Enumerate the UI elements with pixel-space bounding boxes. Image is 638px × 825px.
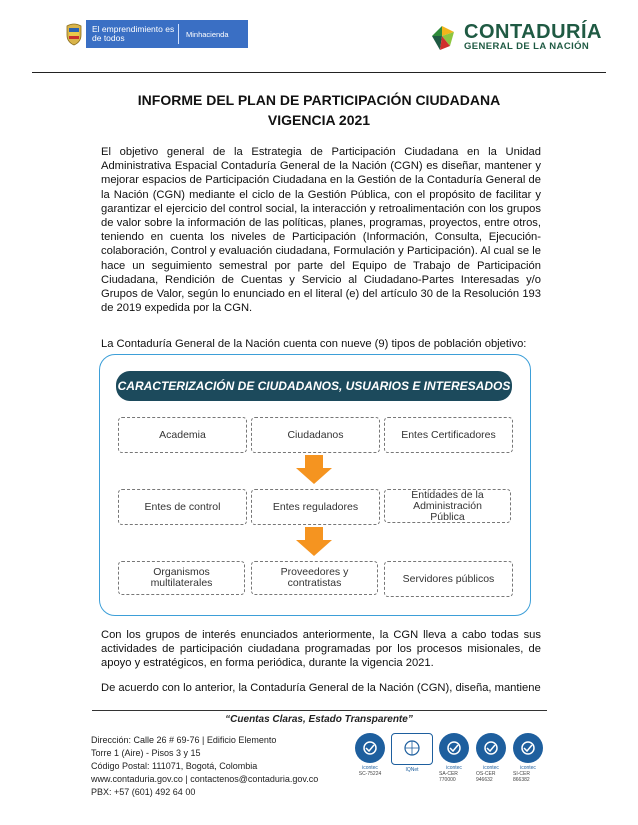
- colombia-seal-icon: [62, 20, 86, 48]
- footer-divider: [92, 710, 547, 711]
- population-cell: Proveedores y contratistas: [251, 561, 378, 595]
- icontec-icon: [513, 733, 543, 763]
- flow-arrow-shaft: [305, 527, 323, 541]
- footer-address-floor: Torre 1 (Aire) - Pisos 3 y 15: [91, 748, 201, 758]
- population-cell: Entes de control: [118, 489, 247, 525]
- gov-slogan: El emprendimiento es de todos: [92, 24, 175, 43]
- footer-phone: PBX: +57 (601) 492 64 00: [91, 787, 196, 797]
- cert-badge: IQNet: [392, 733, 432, 783]
- cgn-subtitle: GENERAL DE LA NACIÓN: [464, 41, 590, 52]
- population-cell: Entidades de la Administración Pública: [384, 489, 511, 523]
- ministry-name: Minhacienda: [186, 29, 229, 39]
- cert-badge: icontec SA-CER 770000: [439, 733, 469, 783]
- document-title: INFORME DEL PLAN DE PARTICIPACIÓN CIUDADANA: [137, 92, 501, 108]
- characterization-diagram: [99, 354, 531, 616]
- icontec-icon: [439, 733, 469, 763]
- paragraph-continuation: De acuerdo con lo anterior, la Contaduría General de la Nación (CGN), diseña, mantiene: [101, 682, 541, 694]
- diagram-header: CARACTERIZACIÓN DE CIUDADANOS, USUARIOS E INTERESADOS: [116, 371, 512, 401]
- gov-badge: [62, 20, 248, 48]
- cert-badge: icontec SI-CER 866382: [513, 733, 543, 783]
- population-cell: Entes reguladores: [251, 489, 380, 525]
- population-cell: Ciudadanos: [251, 417, 380, 453]
- gov-banner: [86, 20, 248, 48]
- footer-motto: “Cuentas Claras, Estado Transparente”: [225, 714, 413, 725]
- paragraph-objective: El objetivo general de la Estrategia de Participación Ciudadana en la Unidad Administrativa Espacial Contaduría General de la Nación (CGN) es diseñar, mantener y mejorar espacios de Participación Ciudadana en la Gestión de la Contaduría General de la Nación (CGN) mediante el ciclo de la Gestión Pública, con el propósito de facilitar y garantizar el ejercicio del control social, la interacción y retroalimentación con los grupos de valor sobre la información de las políticas, planes, programas, proyectos, entre otros, teniendo en cuenta los niveles de Participación (Información, Consulta, Ejecución-colaboración, Control y evaluación ciudadana, Formulación y Participación). Al cual se le hace un seguimiento semestral por parte del Equipo de Trabajo de Participación Ciudadana, Rendición de Cuentas y Servicio al Ciudadano-Partes Interesadas y/o Grupos de Valor, según lo enunciado en el literal (e) del artículo 30 de la Resolución 193 de 2019 expedida por la CGN.: [101, 146, 541, 315]
- paragraph-activities: Con los grupos de interés enunciados anteriormente, la CGN lleva a cabo todas sus actividades de participación ciudadana programadas por los procesos misionales, de apoyo y estratégicos, en forma periódica, durante la vigencia 2021.: [101, 629, 541, 670]
- population-cell: Academia: [118, 417, 247, 453]
- population-cell: Servidores públicos: [384, 561, 513, 597]
- flow-arrow-shaft: [305, 455, 323, 469]
- document-subtitle: VIGENCIA 2021: [267, 112, 371, 128]
- flow-arrow-icon: [296, 540, 332, 556]
- footer-contact[interactable]: www.contaduria.gov.co | contactenos@contaduria.gov.co: [91, 774, 319, 784]
- iqnet-icon: [391, 733, 433, 765]
- icontec-icon: [476, 733, 506, 763]
- paragraph-population: La Contaduría General de la Nación cuenta con nueve (9) tipos de población objetivo:: [101, 338, 527, 350]
- flow-arrow-icon: [296, 468, 332, 484]
- cgn-name: CONTADURÍA: [464, 21, 602, 43]
- cgn-logo: [428, 22, 602, 54]
- footer-postal: Código Postal: 111071, Bogotá, Colombia: [91, 761, 258, 771]
- population-cell: Organismos multilaterales: [118, 561, 245, 595]
- population-cell: Entes Certificadores: [384, 417, 513, 453]
- cgn-emblem-icon: [428, 22, 458, 54]
- footer-address: Dirección: Calle 26 # 69-76 | Edificio Elemento: [91, 735, 277, 745]
- cert-badge: icontec SC-75224: [355, 733, 385, 783]
- icontec-icon: [355, 733, 385, 763]
- header-divider: [32, 72, 606, 73]
- cert-badge: icontec OS-CER 946632: [476, 733, 506, 783]
- certifications: [355, 733, 543, 783]
